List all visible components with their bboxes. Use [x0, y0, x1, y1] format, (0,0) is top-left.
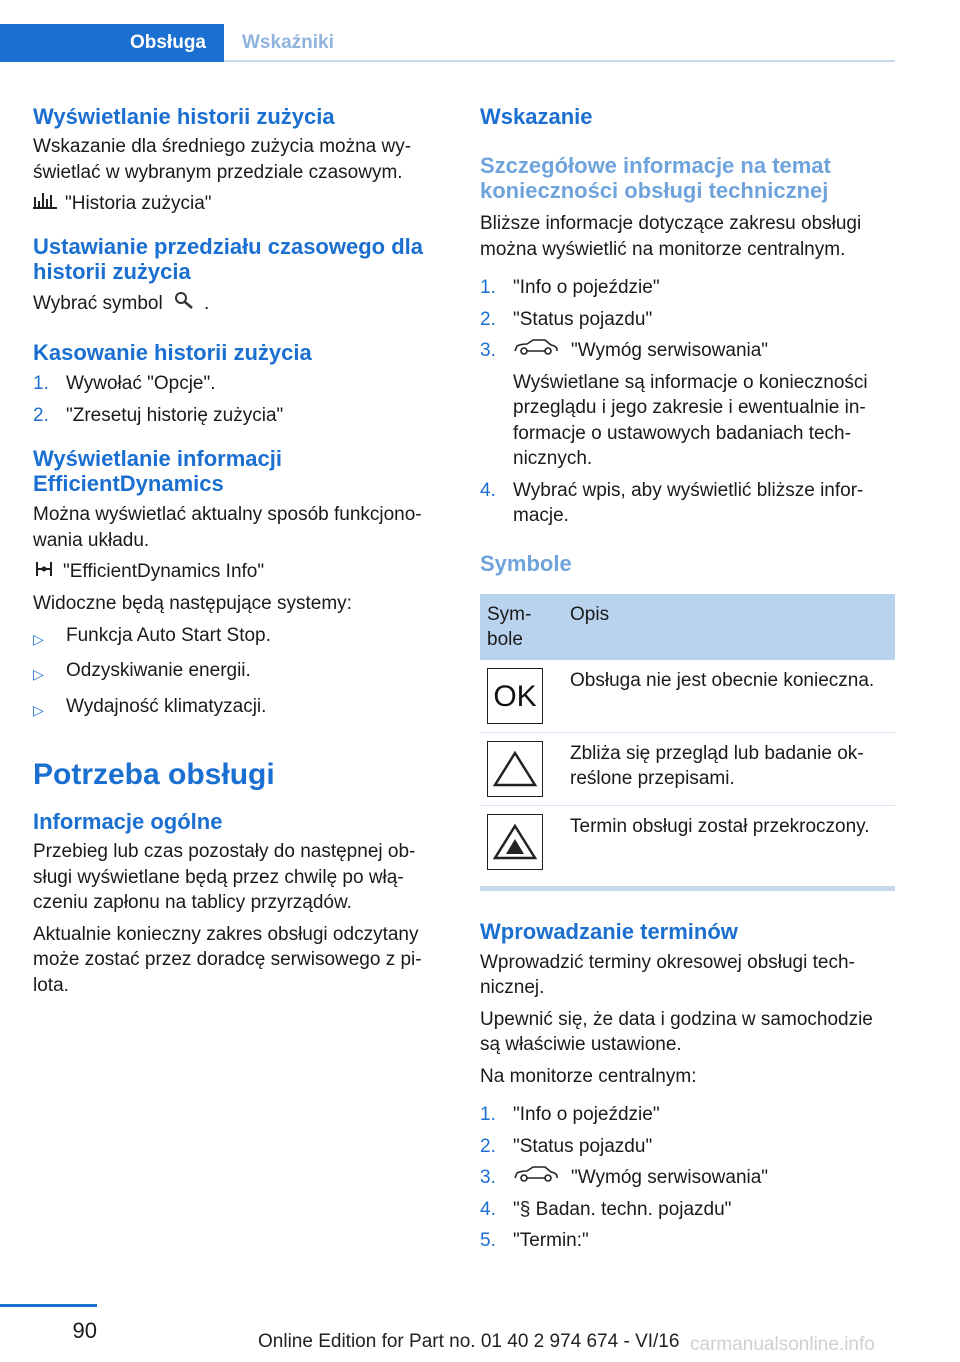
list-item [480, 307, 895, 333]
text-efficient: Można wyświetlać aktualny sposób funkcjono-wania układu. [33, 504, 422, 551]
tab-wskazniki[interactable]: Wskaźniki [242, 32, 334, 53]
step-text: "Wymóg serwisowania" [571, 340, 769, 361]
step-number: 1. [480, 277, 496, 298]
table-cell-description: Zbliża się przegląd lub badanie ok-reślone przepisami. [563, 732, 895, 805]
bar-chart-icon [33, 191, 57, 217]
table-header-symbols: Sym-bole [480, 594, 563, 660]
step-3-description: Wyświetlane są informacje o konieczności przeglądu i jego zakresie i ewentualnie in-formacje o ustawowych badaniach tech-nicznych. [513, 371, 868, 470]
heading-efficient: Wyświetlanie informacji EfficientDynamics [33, 446, 283, 497]
page-number: 90 [72, 1318, 97, 1343]
list-item [480, 338, 895, 472]
list-item [480, 1228, 895, 1254]
heading-display: Wskazanie [480, 104, 593, 129]
step-number: 3. [480, 340, 496, 361]
step-number: 2. [480, 1135, 496, 1157]
list-item [480, 1165, 895, 1191]
table-cell-description: Obsługa nie jest obecnie konieczna. [563, 660, 895, 733]
text-general-2: Aktualnie konieczny zakres obsługi odczytany może zostać przez doradcę serwisowego z pi-lota. [33, 923, 422, 996]
step-number: 4. [480, 1198, 496, 1220]
step-text: "Info o pojeździe" [513, 277, 660, 298]
edition-text: Online Edition for Part no. 01 40 2 974 674 - VI/16 [258, 1331, 680, 1352]
heading-entering: Wprowadzanie terminów [480, 918, 738, 944]
step-text: "Status pojazdu" [513, 1135, 653, 1157]
text-history: Wskazanie dla średniego zużycia można wy-świetlać w wybranym przedziale czasowym. [33, 136, 412, 183]
triangle-bullet-icon: ▷ [33, 666, 44, 683]
text-systems: Widoczne będą następujące systemy: [33, 593, 352, 615]
symbols-table [480, 594, 895, 878]
step-text: "Termin:" [513, 1230, 589, 1252]
text-general-1: Przebieg lub czas pozostały do następnej ob-sługi wyświetlane będą przez chwilę po włą-czeniu zapłonu na tablicy przyrządów. [33, 841, 416, 914]
warning-filled-icon [487, 814, 543, 870]
left-column [33, 100, 443, 998]
heading-interval: Ustawianie przedziału czasowego dla historii zużycia [33, 233, 423, 284]
list-item [480, 1102, 895, 1128]
list-item [33, 694, 443, 724]
list-item [33, 658, 443, 688]
triangle-bullet-icon: ▷ [33, 630, 44, 647]
table-header-description: Opis [563, 594, 895, 660]
details-steps [480, 275, 895, 529]
step-text: "Zresetuj historię zużycia" [66, 404, 284, 426]
step-text: "Info o pojeździe" [513, 1104, 660, 1126]
tab-obsluga[interactable]: Obsługa [0, 24, 224, 62]
list-item-text: Wydajność klimatyzacji. [66, 695, 267, 717]
list-item [480, 478, 895, 529]
header-bar [0, 24, 895, 62]
list-item-text: Odzyskiwanie energii. [66, 660, 251, 682]
watermark: carmanualsonline.info [690, 1334, 875, 1355]
table-row [480, 805, 895, 878]
efficient-dynamics-icon [33, 560, 55, 586]
list-item [33, 371, 443, 397]
table-cell-description: Termin obsługi został przekroczony. [570, 815, 870, 837]
car-service-icon [513, 1165, 559, 1191]
efficient-menu-label: "EfficientDynamics Info" [63, 561, 265, 583]
heading-general: Informacje ogólne [33, 809, 223, 835]
text-details: Bliższe informacje dotyczące zakresu obsługi można wyświetlić na monitorze centralnym. [480, 213, 862, 260]
heading-reset: Kasowanie historii zużycia [33, 340, 312, 366]
text-entering-1: Wprowadzić terminy okresowej obsługi tech-nicznej. [480, 951, 855, 999]
right-column [480, 100, 895, 1260]
heading-history: Wyświetlanie historii zużycia [33, 104, 335, 129]
systems-list [33, 623, 443, 724]
list-item [480, 1134, 895, 1160]
step-text: "§ Badan. techn. pojazdu" [513, 1198, 732, 1220]
ok-icon [487, 668, 543, 724]
entering-steps [480, 1102, 895, 1254]
table-header-row [480, 594, 895, 660]
step-number: 3. [480, 1167, 496, 1189]
text-symbol-suffix: . [203, 292, 210, 314]
list-item [33, 623, 443, 653]
table-row [480, 732, 895, 805]
step-text: Wybrać wpis, aby wyświetlić bliższe infor-macje. [513, 479, 864, 527]
list-item [480, 1197, 895, 1223]
warning-outline-icon [487, 741, 543, 797]
svg-text:OK: OK [493, 679, 537, 713]
efficient-menu-line [33, 559, 443, 585]
table-row [480, 660, 895, 733]
history-menu-line [33, 191, 443, 217]
footer-rule [0, 1304, 97, 1307]
step-text: Wywołać "Opcje". [66, 373, 216, 395]
car-service-icon [513, 338, 559, 364]
heading-details: Szczegółowe informacje na temat konieczności obsługi technicznej [480, 153, 831, 203]
step-number: 5. [480, 1230, 496, 1252]
step-number: 2. [33, 404, 49, 426]
text-entering-2: Upewnić się, że data i godzina w samochodzie są właściwie ustawione. [480, 1008, 873, 1056]
list-item-text: Funkcja Auto Start Stop. [66, 624, 271, 646]
triangle-bullet-icon: ▷ [33, 701, 44, 718]
step-text: "Wymóg serwisowania" [571, 1167, 769, 1189]
text-entering-3: Na monitorze centralnym: [480, 1065, 697, 1087]
text-symbol [33, 291, 443, 317]
heading-symbols: Symbole [480, 550, 572, 576]
wrench-icon [174, 291, 196, 317]
step-number: 1. [33, 373, 49, 395]
text-symbol-prefix: Wybrać symbol [33, 292, 163, 314]
table-cell-symbol [480, 805, 563, 878]
list-item [33, 403, 443, 429]
step-number: 1. [480, 1104, 496, 1126]
step-number: 2. [480, 308, 496, 330]
step-number: 4. [480, 479, 496, 501]
step-text: "Status pojazdu" [513, 308, 653, 330]
history-menu-label: "Historia zużycia" [65, 193, 212, 214]
table-cell-symbol [480, 660, 563, 733]
list-item [480, 275, 895, 301]
table-bottom-rule [480, 886, 895, 891]
table-cell-symbol [480, 732, 563, 805]
heading-service: Potrzeba obsługi [33, 758, 275, 792]
reset-steps [33, 371, 443, 428]
